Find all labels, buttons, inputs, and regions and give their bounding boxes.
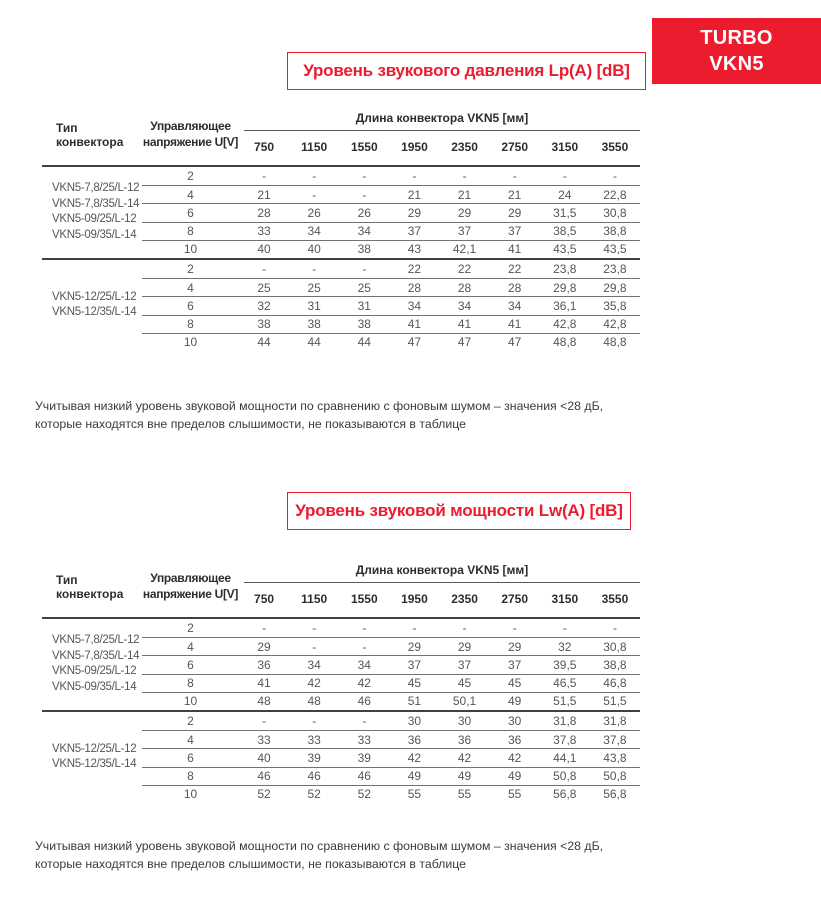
value-cell: 28 <box>407 280 422 295</box>
value-cell: 21 <box>407 187 422 202</box>
value-cell: 47 <box>508 335 522 350</box>
value-cell: 35,8 <box>603 298 627 313</box>
value-cell: - <box>362 639 367 654</box>
value-cell: 50,8 <box>553 769 577 784</box>
length-column-header: 2350 <box>451 140 478 154</box>
value-cell: 22 <box>457 262 472 277</box>
value-cell: 52 <box>307 787 321 802</box>
value-cell: 48 <box>257 694 271 709</box>
value-cell: 46,8 <box>603 676 627 691</box>
value-cell: 49 <box>508 769 522 784</box>
table-row <box>142 278 640 296</box>
value-cell: 29 <box>457 205 472 220</box>
value-cell: - <box>412 169 417 184</box>
turbo-vkn5-badge <box>652 18 821 84</box>
value-cell: 40 <box>257 242 271 257</box>
value-cell: 31,8 <box>553 714 577 729</box>
value-cell: - <box>312 714 317 729</box>
value-cell: 55 <box>407 787 422 802</box>
table-row <box>142 655 640 673</box>
table-header <box>42 104 640 167</box>
value-cell: 30,8 <box>603 205 627 220</box>
value-cell: 37 <box>407 224 422 239</box>
value-cell: 42 <box>307 676 321 691</box>
value-cell: 33 <box>257 732 271 747</box>
value-cell: 42,8 <box>553 317 577 332</box>
voltage-cell: 4 <box>187 187 194 202</box>
type-label: VKN5-12/25/L-12 <box>52 742 137 755</box>
length-column-header: 1950 <box>401 140 428 154</box>
length-header-group <box>239 104 640 165</box>
sound-pressure-note: Учитывая низкий уровень звуковой мощности по сравнению с фоновым шумом – значения <28 дБ, которые находятся вне пределов слышимости, не показываются в таблице <box>35 399 604 431</box>
table-group <box>42 710 640 803</box>
table-group <box>42 619 640 710</box>
value-cell: 34 <box>307 224 321 239</box>
value-cell: 36 <box>407 732 422 747</box>
value-cell: - <box>362 714 367 729</box>
type-label: VKN5-7,8/25/L-12 <box>52 634 140 647</box>
value-cell: - <box>262 169 267 184</box>
length-header-group <box>239 556 640 617</box>
value-cell: 37 <box>508 657 522 672</box>
value-cell: 41 <box>407 317 422 332</box>
value-cell: 41 <box>257 676 271 691</box>
table-row <box>142 785 640 803</box>
type-column-header: Тип конвектора <box>56 120 124 149</box>
value-cell: 51,5 <box>603 694 627 709</box>
length-column-header: 3550 <box>601 140 629 154</box>
voltage-cell: 2 <box>187 262 194 277</box>
value-cell: 21 <box>257 187 271 202</box>
value-cell: 37 <box>508 224 522 239</box>
value-cell: - <box>512 621 517 636</box>
value-cell: 55 <box>457 787 472 802</box>
sound-power-title: Уровень звуковой мощности Lw(A) [dB] <box>295 501 623 520</box>
table-row <box>142 712 640 730</box>
sound-power-title-box <box>287 492 631 530</box>
value-cell: 33 <box>257 224 271 239</box>
group-rows <box>142 260 640 351</box>
value-cell: 40 <box>307 242 321 257</box>
convector-type-labels <box>42 619 142 710</box>
voltage-cell: 4 <box>187 732 194 747</box>
length-column-header: 1550 <box>350 592 378 606</box>
value-cell: 46 <box>357 694 371 709</box>
type-label: VKN5-09/25/L-12 <box>52 665 137 678</box>
value-cell: 29 <box>257 639 271 654</box>
value-cell: 23,8 <box>603 262 627 277</box>
value-cell: 34 <box>508 298 522 313</box>
value-cell: 31,8 <box>603 714 627 729</box>
value-cell: 43,5 <box>603 242 627 257</box>
value-cell: 28 <box>457 280 472 295</box>
value-cell: 43 <box>407 242 422 257</box>
value-cell: 31 <box>357 298 371 313</box>
value-cell: 25 <box>307 280 321 295</box>
value-cell: 38 <box>257 317 271 332</box>
value-cell: 21 <box>457 187 472 202</box>
length-header: Длина конвектора VKN5 [мм] <box>244 556 640 583</box>
value-cell: 25 <box>357 280 371 295</box>
value-cell: 45 <box>508 676 522 691</box>
value-cell: 46,5 <box>553 676 577 691</box>
length-column-header: 2350 <box>451 592 478 606</box>
length-column-header: 2750 <box>501 592 529 606</box>
voltage-cell: 4 <box>187 639 194 654</box>
table-row <box>142 333 640 351</box>
value-cell: 33 <box>307 732 321 747</box>
value-cell: 52 <box>357 787 371 802</box>
value-cell: 29 <box>407 639 422 654</box>
value-cell: 43,8 <box>603 750 627 765</box>
length-column-header: 3150 <box>551 140 579 154</box>
value-cell: 37,8 <box>553 732 577 747</box>
value-cell: 26 <box>357 205 371 220</box>
value-cell: 29 <box>508 639 522 654</box>
value-cell: 48 <box>307 694 321 709</box>
voltage-cell: 10 <box>183 694 198 709</box>
value-cell: 46 <box>257 769 271 784</box>
value-cell: 45 <box>457 676 472 691</box>
value-cell: 29,8 <box>553 280 577 295</box>
value-cell: - <box>612 621 617 636</box>
value-cell: 49 <box>508 694 522 709</box>
type-label: VKN5-09/35/L-14 <box>52 680 137 693</box>
value-cell: - <box>362 262 367 277</box>
value-cell: 36 <box>457 732 472 747</box>
sound-power-table <box>42 556 640 803</box>
value-cell: 26 <box>307 205 321 220</box>
value-cell: 37 <box>457 224 472 239</box>
value-cell: - <box>312 187 317 202</box>
value-cell: 51 <box>407 694 422 709</box>
value-cell: 42 <box>508 750 522 765</box>
value-cell: 44 <box>357 335 371 350</box>
table-header <box>42 556 640 619</box>
type-label: VKN5-12/25/L-12 <box>52 290 137 303</box>
value-cell: 29 <box>407 205 422 220</box>
table-row <box>142 674 640 692</box>
value-cell: 22 <box>407 262 422 277</box>
table-row <box>142 692 640 710</box>
type-label: VKN5-12/35/L-14 <box>52 758 137 771</box>
value-cell: 42 <box>407 750 422 765</box>
value-cell: 34 <box>357 224 371 239</box>
value-cell: - <box>512 169 517 184</box>
value-cell: 31 <box>307 298 321 313</box>
voltage-cell: 6 <box>187 205 194 220</box>
voltage-cell: 10 <box>183 787 198 802</box>
value-cell: - <box>312 169 317 184</box>
table-row <box>142 637 640 655</box>
voltage-cell: 4 <box>187 280 194 295</box>
value-cell: - <box>362 621 367 636</box>
value-cell: 30 <box>407 714 422 729</box>
value-cell: 42 <box>457 750 472 765</box>
voltage-column-header: Управляющее напряжение U[V] <box>142 118 239 149</box>
voltage-cell: 10 <box>183 335 198 350</box>
sound-pressure-table <box>42 104 640 351</box>
value-cell: 48,8 <box>553 335 577 350</box>
value-cell: - <box>262 714 267 729</box>
type-label: VKN5-7,8/25/L-12 <box>52 182 140 195</box>
value-cell: 38,5 <box>553 224 577 239</box>
value-cell: 36 <box>508 732 522 747</box>
table-group <box>42 167 640 258</box>
value-cell: - <box>362 187 367 202</box>
value-cell: 47 <box>457 335 472 350</box>
value-cell: 29 <box>508 205 522 220</box>
value-cell: 29 <box>457 639 472 654</box>
value-cell: - <box>462 169 467 184</box>
value-cell: 39 <box>357 750 371 765</box>
convector-type-labels <box>42 712 142 803</box>
value-cell: 34 <box>457 298 472 313</box>
value-cell: 24 <box>558 187 572 202</box>
value-cell: 41 <box>457 317 472 332</box>
type-label: VKN5-7,8/35/L-14 <box>52 197 140 210</box>
value-cell: 55 <box>508 787 522 802</box>
voltage-cell: 8 <box>187 317 194 332</box>
value-cell: 51,5 <box>553 694 577 709</box>
value-cell: - <box>462 621 467 636</box>
value-cell: 50,8 <box>603 769 627 784</box>
length-column-header: 1150 <box>301 592 328 606</box>
value-cell: 37,8 <box>603 732 627 747</box>
value-cell: - <box>562 169 567 184</box>
table-row <box>142 748 640 766</box>
table-row <box>142 315 640 333</box>
table-row <box>142 185 640 203</box>
length-column-header: 1950 <box>401 592 428 606</box>
value-cell: 42 <box>357 676 371 691</box>
value-cell: - <box>412 621 417 636</box>
sound-pressure-title-box <box>287 52 646 90</box>
value-cell: 36,1 <box>553 298 577 313</box>
length-column-header: 750 <box>254 140 275 154</box>
value-cell: 38,8 <box>603 224 627 239</box>
voltage-cell: 6 <box>187 750 194 765</box>
value-cell: - <box>262 262 267 277</box>
length-column-header: 3550 <box>601 592 629 606</box>
value-cell: 46 <box>357 769 371 784</box>
value-cell: 41 <box>508 317 522 332</box>
value-cell: - <box>312 621 317 636</box>
voltage-cell: 2 <box>187 621 194 636</box>
value-cell: 49 <box>407 769 422 784</box>
type-label: VKN5-09/35/L-14 <box>52 228 137 241</box>
type-label: VKN5-09/25/L-12 <box>52 213 137 226</box>
value-cell: 44 <box>257 335 271 350</box>
badge-line-turbo: TURBO <box>700 27 773 49</box>
voltage-cell: 6 <box>187 298 194 313</box>
value-cell: 32 <box>257 298 271 313</box>
value-cell: 52 <box>257 787 271 802</box>
value-cell: 39 <box>307 750 321 765</box>
value-cell: 50,1 <box>452 694 477 709</box>
value-cell: 41 <box>508 242 522 257</box>
table-row <box>142 203 640 221</box>
value-cell: 44 <box>307 335 321 350</box>
table-row <box>142 240 640 258</box>
table-group <box>42 258 640 351</box>
value-cell: 30,8 <box>603 639 627 654</box>
voltage-cell: 10 <box>183 242 198 257</box>
value-cell: 31,5 <box>553 205 577 220</box>
value-cell: 32 <box>558 639 572 654</box>
table-row <box>142 730 640 748</box>
table-row <box>142 260 640 278</box>
group-rows <box>142 619 640 710</box>
length-columns <box>239 583 640 606</box>
value-cell: 38 <box>357 317 371 332</box>
length-column-header: 2750 <box>501 140 529 154</box>
value-cell: 36 <box>257 657 271 672</box>
value-cell: - <box>262 621 267 636</box>
value-cell: 37 <box>457 657 472 672</box>
table-row <box>142 619 640 637</box>
value-cell: 45 <box>407 676 422 691</box>
value-cell: 42,1 <box>452 242 477 257</box>
voltage-cell: 2 <box>187 169 194 184</box>
length-column-header: 3150 <box>551 592 579 606</box>
value-cell: 49 <box>457 769 472 784</box>
type-label: VKN5-7,8/35/L-14 <box>52 649 140 662</box>
value-cell: 39,5 <box>553 657 577 672</box>
type-column-header: Тип конвектора <box>56 572 124 601</box>
group-rows <box>142 167 640 258</box>
length-columns <box>239 131 640 154</box>
value-cell: 22,8 <box>603 187 627 202</box>
voltage-cell: 8 <box>187 224 194 239</box>
value-cell: 22 <box>508 262 522 277</box>
value-cell: 38,8 <box>603 657 627 672</box>
value-cell: 37 <box>407 657 422 672</box>
value-cell: 47 <box>407 335 422 350</box>
type-label: VKN5-12/35/L-14 <box>52 306 137 319</box>
value-cell: 30 <box>508 714 522 729</box>
table-row <box>142 296 640 314</box>
value-cell: 38 <box>307 317 321 332</box>
value-cell: - <box>312 262 317 277</box>
sound-power-note: Учитывая низкий уровень звуковой мощности по сравнению с фоновым шумом – значения <28 дБ, которые находятся вне пределов слышимости, не показываются в таблице <box>35 839 604 871</box>
value-cell: 34 <box>407 298 422 313</box>
voltage-cell: 8 <box>187 676 194 691</box>
value-cell: 48,8 <box>603 335 627 350</box>
table-row <box>142 167 640 185</box>
value-cell: 34 <box>357 657 371 672</box>
value-cell: 28 <box>508 280 522 295</box>
length-header: Длина конвектора VKN5 [мм] <box>244 104 640 131</box>
value-cell: 29,8 <box>603 280 627 295</box>
table-row <box>142 222 640 240</box>
voltage-cell: 6 <box>187 657 194 672</box>
value-cell: 44,1 <box>553 750 577 765</box>
value-cell: - <box>312 639 317 654</box>
value-cell: 21 <box>508 187 522 202</box>
value-cell: - <box>362 169 367 184</box>
value-cell: 30 <box>457 714 472 729</box>
value-cell: 34 <box>307 657 321 672</box>
convector-type-labels <box>42 260 142 351</box>
sound-pressure-title: Уровень звукового давления Lp(A) [dB] <box>303 61 630 80</box>
convector-type-labels <box>42 167 142 258</box>
value-cell: 43,5 <box>553 242 577 257</box>
value-cell: 40 <box>257 750 271 765</box>
value-cell: 23,8 <box>553 262 577 277</box>
voltage-column-header: Управляющее напряжение U[V] <box>142 570 239 601</box>
value-cell: - <box>612 169 617 184</box>
length-column-header: 1150 <box>301 140 328 154</box>
value-cell: 25 <box>257 280 271 295</box>
length-column-header: 750 <box>254 592 275 606</box>
value-cell: 42,8 <box>603 317 627 332</box>
value-cell: 56,8 <box>603 787 627 802</box>
value-cell: 56,8 <box>553 787 577 802</box>
value-cell: 46 <box>307 769 321 784</box>
badge-line-vkn5: VKN5 <box>709 53 764 75</box>
value-cell: - <box>562 621 567 636</box>
voltage-cell: 8 <box>187 769 194 784</box>
voltage-cell: 2 <box>187 714 194 729</box>
value-cell: 28 <box>257 205 271 220</box>
length-column-header: 1550 <box>350 140 378 154</box>
value-cell: 38 <box>357 242 371 257</box>
value-cell: 33 <box>357 732 371 747</box>
table-row <box>142 767 640 785</box>
group-rows <box>142 712 640 803</box>
